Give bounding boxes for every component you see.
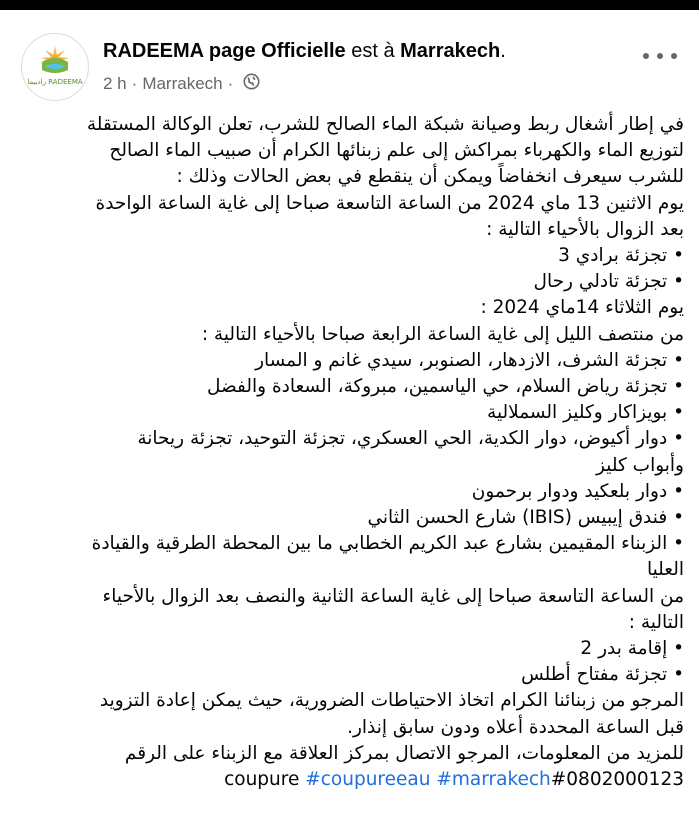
post-meta	[103, 73, 260, 95]
post-line: • تجزئة رياض السلام، حي الياسمين، مبروكة، السعادة والفضل	[206, 376, 684, 398]
post-header	[0, 10, 699, 110]
post-line: للشرب سيعرف انخفاضاً ويمكن أن ينقطع في بعض الحالات وذلك :	[176, 166, 684, 188]
author-suffix: .	[500, 40, 506, 62]
post-line: للمزيد من المعلومات، المرجو الاتصال بمركز العلاقة مع الزبناء على الرقم	[124, 742, 684, 764]
more-dot-icon	[671, 53, 677, 59]
post-line: • تجزئة الشرف، الازدهار، الصنوبر، سيدي غانم و المسار	[255, 349, 684, 371]
post-line: • دوار بلعكيد ودوار برحمون	[471, 480, 684, 502]
logo-text: رادييما RADEEMA	[27, 78, 83, 86]
location-link[interactable]: Marrakech	[400, 40, 501, 62]
radeema-logo-icon	[22, 34, 88, 100]
more-options-button[interactable]	[643, 48, 677, 64]
post-line: في إطار أشغال ربط وصيانة شبكة الماء الصالح للشرب، تعلن الوكالة المستقلة	[86, 114, 684, 135]
page-avatar[interactable]	[21, 33, 89, 101]
post-line: • دوار أكيوض، دوار الكدية، الحي العسكري، تجزئة التوحيد، تجزئة ريحانة	[137, 428, 684, 450]
post-line: • تجزئة تادلي رحال	[533, 271, 684, 293]
hashtag-coupureeau-link[interactable]: #coupureeau	[305, 769, 431, 791]
phone-number: #0802000123	[550, 769, 684, 791]
post-line: لتوزيع الماء والكهرباء بمراكش إلى علم زبنائها الكرام أن صبيب الماء الصالح	[109, 140, 684, 162]
post-body	[14, 112, 684, 793]
post-line: يوم الاثنين 13 ماي 2024 من الساعة التاسعة صباحا إلى غاية الساعة الواحدة	[95, 192, 684, 214]
post-line: وأبواب كليز	[596, 454, 684, 476]
post-line: قبل الساعة المحددة أعلاه ودون سابق إنذار.	[347, 716, 684, 738]
post-line: • الزبناء المقيمين بشارع عبد الكريم الخطابي ما بين المحطة الطرقية والقيادة	[91, 533, 684, 555]
post-line: • تجزئة برادي 3	[558, 245, 684, 267]
post-location[interactable]: Marrakech	[142, 74, 223, 93]
post-line: التالية :	[628, 611, 684, 633]
post-line: يوم الثلاثاء 14ماي 2024 :	[480, 297, 684, 319]
post-line: • إقامة بدر 2	[580, 638, 684, 660]
meta-separator-2: ·	[227, 74, 234, 93]
post-line: من منتصف الليل إلى غاية الساعة الرابعة صباحا بالأحياء التالية :	[201, 323, 684, 345]
globe-icon[interactable]	[243, 73, 260, 95]
status-bar	[0, 0, 699, 10]
coupure-word: coupure	[224, 769, 300, 791]
post-line: • تجزئة مفتاح أطلس	[521, 664, 684, 686]
post-line: • فندق إيبيس (IBIS) شارع الحسن الثاني	[367, 507, 684, 529]
post-author-line	[103, 40, 506, 63]
post-time[interactable]: 2 h	[103, 74, 127, 93]
more-dot-icon	[643, 53, 649, 59]
post-line: المرجو من زبنائنا الكرام اتخاذ الاحتياطات الضرورية، حيث يمكن إعادة التزويد	[99, 690, 684, 712]
post-line: من الساعة التاسعة صباحا إلى غاية الساعة الثانية والنصف بعد الزوال بالأحياء	[102, 585, 684, 607]
author-verb: est à	[351, 40, 395, 62]
post-line: بعد الزوال بالأحياء التالية :	[486, 218, 684, 240]
hashtag-line	[14, 767, 684, 793]
post-line: العليا	[646, 559, 684, 581]
post-line: • بويزاكار وكليز السملالية	[487, 402, 684, 424]
page-name-link[interactable]: RADEEMA page Officielle	[103, 40, 346, 62]
hashtag-marrakech-link[interactable]: #marrakech	[436, 769, 551, 791]
more-dot-icon	[657, 53, 663, 59]
meta-separator: ·	[131, 74, 138, 93]
